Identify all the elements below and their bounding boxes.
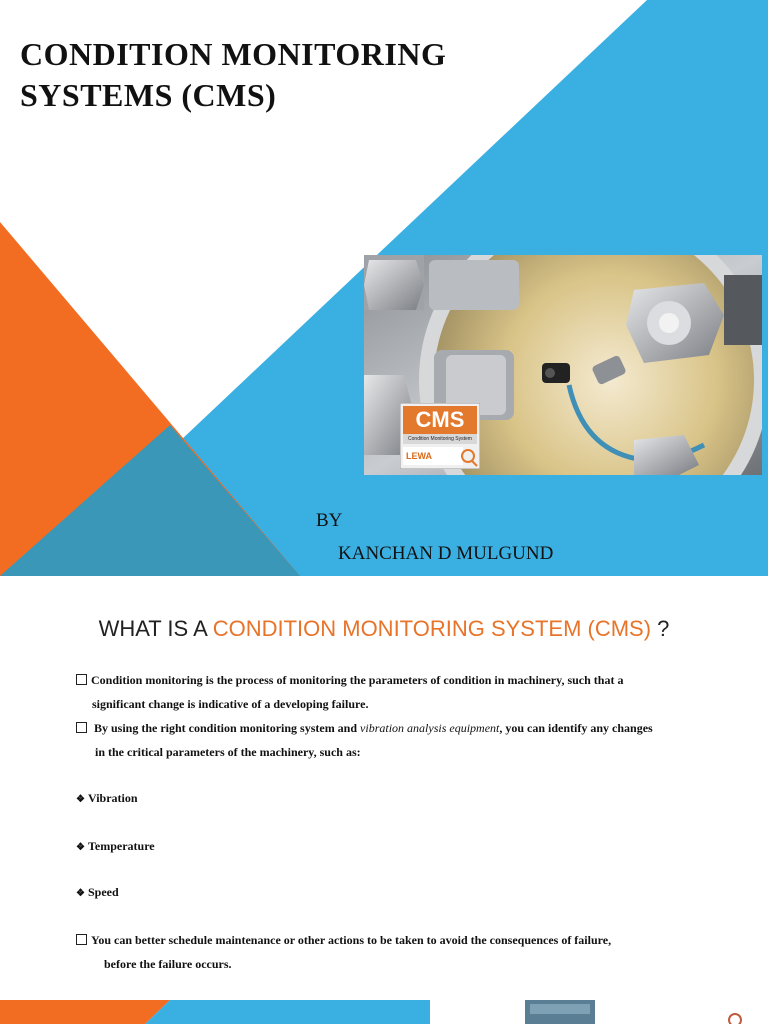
cms-badge-subtitle: Condition Monitoring System bbox=[408, 436, 472, 442]
diamond-bullet-icon: ❖ bbox=[76, 842, 85, 853]
bullet-3 bbox=[76, 933, 611, 948]
cms-badge-brand: LEWA bbox=[406, 451, 432, 461]
cms-logo-badge bbox=[400, 403, 480, 469]
slide-title bbox=[20, 34, 446, 116]
bullet-2-prefix: By using the right condition monitoring system and bbox=[91, 721, 361, 735]
bullet-2-italic: vibration analysis equipment bbox=[360, 721, 500, 735]
title-line-2: SYSTEMS (CMS) bbox=[20, 77, 277, 113]
checkbox-bullet-icon bbox=[76, 722, 87, 733]
bullet-2-suffix: , you can identify any changes bbox=[499, 721, 653, 735]
heading-prefix: WHAT IS A bbox=[98, 616, 213, 641]
list-item-speed bbox=[76, 885, 119, 900]
next-slide-preview bbox=[0, 1000, 768, 1024]
list-item-vibration bbox=[76, 791, 138, 806]
slide-heading bbox=[0, 616, 768, 642]
bullet-1-text: Condition monitoring is the process of monitoring the parameters of condition in machinery, such that a bbox=[91, 673, 624, 687]
definition-slide bbox=[0, 576, 768, 1002]
bullet-2 bbox=[76, 721, 653, 736]
by-label: BY bbox=[316, 510, 343, 531]
bullet-2-continuation: in the critical parameters of the machinery, such as: bbox=[95, 745, 361, 759]
author-name: KANCHAN D MULGUND bbox=[338, 543, 554, 564]
next-slide-shapes bbox=[0, 1000, 768, 1024]
checkbox-bullet-icon bbox=[76, 674, 87, 685]
checkbox-bullet-icon bbox=[76, 934, 87, 945]
heading-accent: CONDITION MONITORING SYSTEM (CMS) bbox=[212, 616, 652, 641]
diamond-bullet-icon: ❖ bbox=[76, 794, 85, 805]
bullet-1 bbox=[76, 673, 623, 688]
cms-badge-text: CMS bbox=[415, 407, 465, 432]
title-line-1: CONDITION MONITORING bbox=[20, 36, 447, 72]
cms-sensor-photo bbox=[364, 255, 762, 475]
bullet-1-continuation: significant change is indicative of a developing failure. bbox=[92, 697, 369, 711]
bullet-3-continuation: before the failure occurs. bbox=[104, 957, 232, 971]
diamond-bullet-icon: ❖ bbox=[76, 888, 85, 899]
item-text: Temperature bbox=[87, 839, 155, 853]
item-text: Speed bbox=[87, 885, 119, 899]
list-item-temperature bbox=[76, 839, 155, 854]
heading-suffix: ? bbox=[651, 616, 670, 641]
item-text: Vibration bbox=[87, 791, 138, 805]
bullet-3-text: You can better schedule maintenance or other actions to be taken to avoid the consequences of failure, bbox=[91, 933, 612, 947]
